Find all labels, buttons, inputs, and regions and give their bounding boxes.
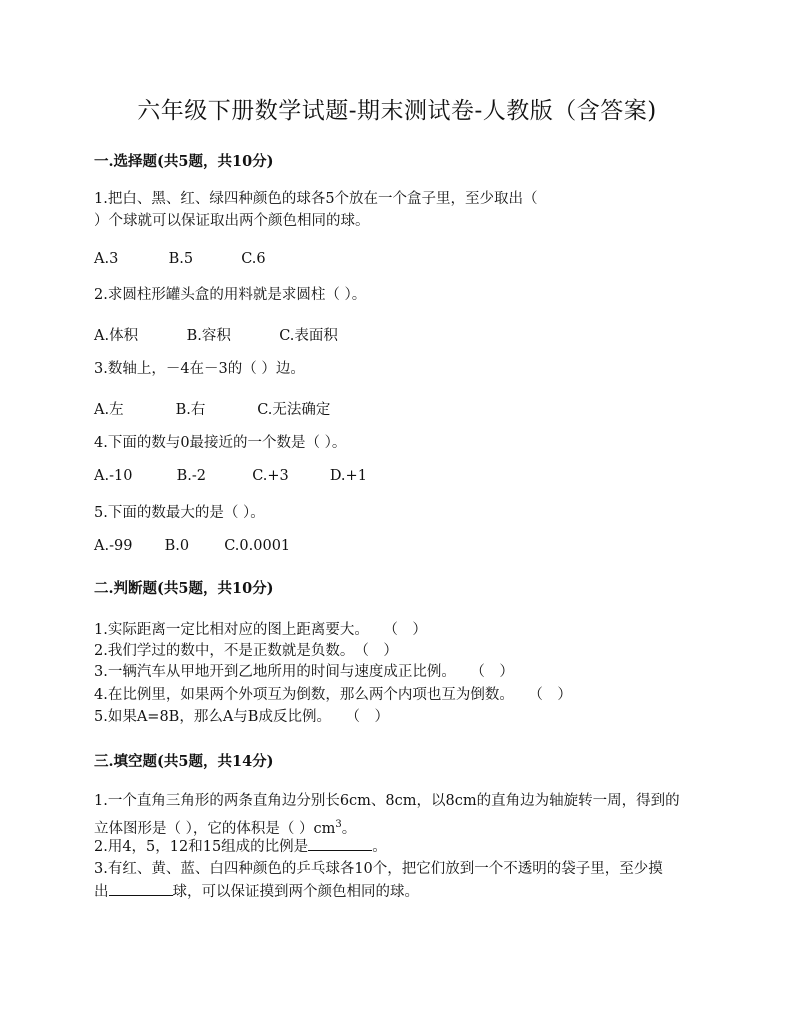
question-text-main: 立体图形是（ ），它的体积是（ ）cm — [94, 820, 336, 837]
section-heading-judgment: 二.判断题(共5题，共10分) — [94, 580, 274, 597]
question-text — [94, 836, 387, 858]
option: B.容积 — [186, 328, 231, 344]
question-text: 5.下面的数最大的是（ ）。 — [94, 505, 265, 521]
options-row — [94, 538, 290, 554]
judgment-item: 1.实际距离一定比相对应的图上距离要大。 （ ） — [94, 622, 427, 638]
options-row — [94, 324, 338, 345]
question-text: 4.下面的数与0最接近的一个数是（ ）。 — [94, 435, 347, 451]
options-row — [94, 468, 367, 484]
answer-blank[interactable] — [308, 836, 372, 851]
option: B.右 — [175, 402, 206, 418]
question-text: 1.一个直角三角形的两条直角边分别长6cm、8cm，以8cm的直角边为轴旋转一周，得到的 — [94, 793, 680, 809]
option: C.6 — [241, 251, 266, 267]
option: B.0 — [164, 538, 190, 554]
question-text: ）个球就可以保证取出两个颜色相同的球。 — [94, 213, 370, 229]
answer-blank[interactable] — [109, 881, 173, 896]
question-text-end: 。 — [372, 839, 387, 855]
option: C.无法确定 — [257, 402, 331, 418]
page-title: 六年级下册数学试题-期末测试卷-人教版（含答案) — [137, 98, 657, 124]
question-text — [94, 881, 419, 903]
question-text-main: 2.用4，5，12和15组成的比例是 — [94, 839, 309, 855]
option: A.左 — [94, 402, 124, 418]
judgment-item: 3.一辆汽车从甲地开到乙地所用的时间与速度成正比例。 （ ） — [94, 664, 514, 680]
section-heading-fill-in: 三.填空题(共5题，共14分) — [94, 753, 274, 770]
option: A.-10 — [94, 468, 133, 484]
option: C.表面积 — [279, 328, 338, 344]
judgment-item: 4.在比例里，如果两个外项互为倒数，那么两个内项也互为倒数。 （ ） — [94, 687, 572, 703]
options-row — [94, 251, 266, 267]
question-text-end: 球，可以保证摸到两个颜色相同的球。 — [172, 884, 419, 900]
option: B.5 — [168, 251, 194, 267]
option: A.-99 — [94, 538, 133, 554]
option: B.-2 — [176, 468, 206, 484]
section-heading-choice: 一.选择题(共5题，共10分) — [94, 153, 274, 170]
option: D.+1 — [329, 468, 367, 484]
question-text: 1.把白、黑、红、绿四种颜色的球各5个放在一个盒子里，至少取出（ — [94, 191, 538, 207]
judgment-item: 2.我们学过的数中，不是正数就是负数。 （ ） — [94, 643, 398, 659]
question-text: 3.数轴上，－4在－3的（ ）边。 — [94, 361, 305, 377]
option: A.体积 — [94, 328, 139, 344]
superscript: 3 — [335, 819, 342, 830]
judgment-item: 5.如果A=8B，那么A与B成反比例。 （ ） — [94, 709, 389, 725]
question-text: 2.求圆柱形罐头盒的用料就是求圆柱（ ）。 — [94, 287, 367, 303]
option: C.+3 — [252, 468, 289, 484]
option: A.3 — [94, 251, 119, 267]
question-text-start: 出 — [94, 884, 109, 900]
question-text-end: 。 — [341, 820, 357, 837]
question-text: 3.有红、黄、蓝、白四种颜色的乒乓球各10个，把它们放到一个不透明的袋子里，至少摸 — [94, 861, 663, 877]
options-row — [94, 398, 330, 419]
option: C.0.0001 — [224, 538, 291, 554]
